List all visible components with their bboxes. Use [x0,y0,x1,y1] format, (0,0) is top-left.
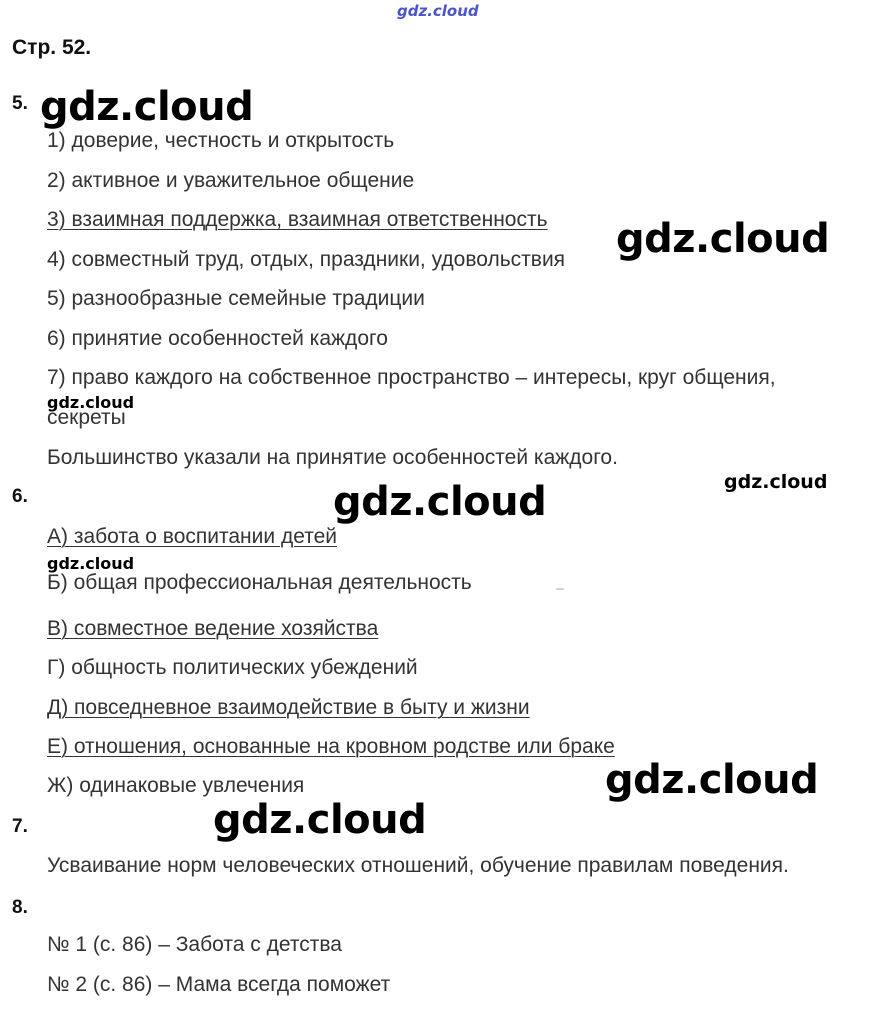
list-item: Ж) одинаковые увлечения [47,774,305,797]
page-title: Стр. 52. [12,36,92,59]
list-item: 1) доверие, честность и открытость [47,129,395,152]
watermark-large: gdz.cloud [213,797,427,843]
list-item-continuation: секреты [47,406,126,429]
watermark-large: gdz.cloud [605,757,819,803]
watermark-large: gdz.cloud [333,479,547,525]
list-item: 7) право каждого на собственное пространство – интересы, круг общения, [47,366,776,389]
list-item-underlined: Е) отношения, основанные на кровном родстве или браке [47,735,615,758]
watermark-large: gdz.cloud [616,216,830,262]
watermark-large: gdz.cloud [40,84,254,130]
list-item-underlined: Д) повседневное взаимодействие в быту и жизни [47,696,530,719]
list-item-underlined: А) забота о воспитании детей [47,525,337,548]
watermark-small: gdz.cloud [47,393,135,412]
list-item: 4) совместный труд, отдых, праздники, удовольствия [47,248,566,271]
list-item: 2) активное и уважительное общение [47,169,415,192]
list-item: № 2 (с. 86) – Мама всегда поможет [47,973,391,996]
answer-text: Усваивание норм человеческих отношений, обучение правилам поведения. [47,854,789,877]
watermark-small: gdz.cloud [724,471,828,493]
list-item: Б) общая профессиональная деятельность [47,571,472,594]
question-number: 8. [12,897,28,918]
list-item: № 1 (с. 86) – Забота с детства [47,933,342,956]
list-item: 5) разнообразные семейные традиции [47,287,425,310]
list-item: Г) общность политических убеждений [47,656,418,679]
list-item-underlined: В) совместное ведение хозяйства [47,617,379,640]
list-item-underlined: 3) взаимная поддержка, взаимная ответственность [47,208,548,231]
question-number: 5. [12,93,28,114]
watermark-small: gdz.cloud [47,554,135,573]
list-item: 6) принятие особенностей каждого [47,327,388,350]
watermark-top: gdz.cloud [397,2,479,20]
question-number: 6. [12,486,28,507]
stray-mark [556,588,564,590]
question-number: 7. [12,816,28,837]
conclusion-text: Большинство указали на принятие особенностей каждого. [47,446,618,469]
